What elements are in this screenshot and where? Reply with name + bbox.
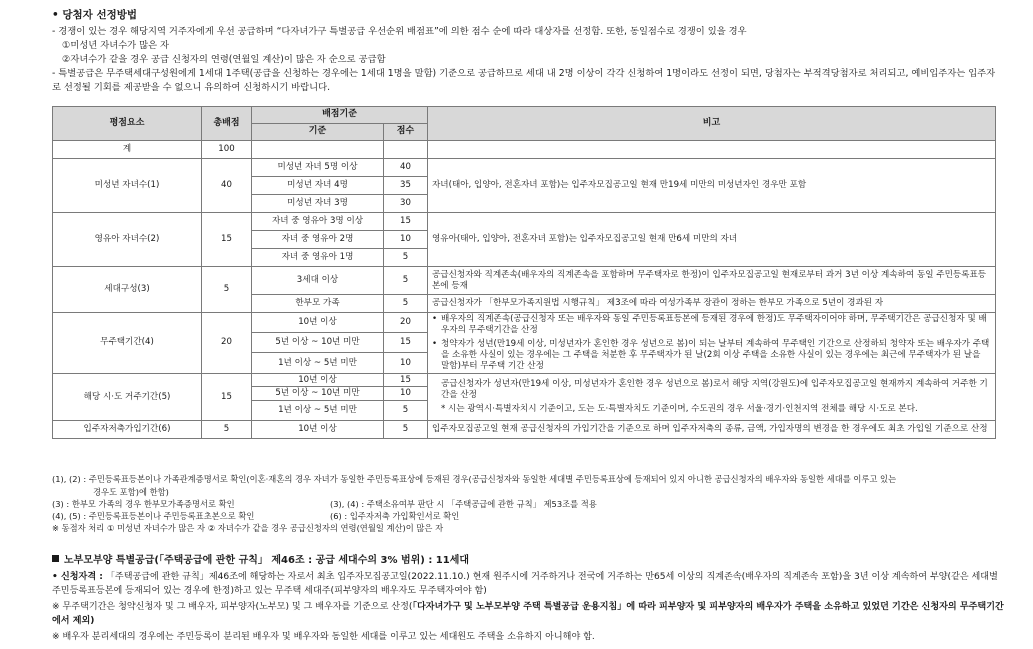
basis-cell: 미성년 자녀 4명 xyxy=(252,177,384,195)
homeless-remark-1: • 배우자의 직계존속(공급신청자 또는 배우자와 동일 주민등록표등본에 등재된 경우에 한정)도 무주택자이어야 하며, 무주택기간은 공급신청자 및 배우자의 무주택기간을 산정 xyxy=(432,314,991,335)
infants-remark: 영유아(태아, 입양아, 전혼자녀 포함)는 입주자모집공고일 현재 만6세 미만의 자녀 xyxy=(428,213,996,267)
homeless-label: 무주택기간(4) xyxy=(53,313,202,374)
footnote-3: (3) : 한부모 가족의 경우 한부모가족증명서로 확인 xyxy=(52,499,235,509)
household-total: 5 xyxy=(202,267,252,313)
residence-total: 15 xyxy=(202,373,252,420)
basis-cell: 미성년 자녀 5명 이상 xyxy=(252,159,384,177)
header-total: 총배점 xyxy=(202,107,252,141)
section2-title-text: 노부모부양 특별공급(「주택공급에 관한 규칙」 제46조 : 공급 세대수의 3% 범위) : 11세대 xyxy=(64,555,470,566)
table-row xyxy=(53,421,996,439)
household-remark-single-parent: 공급신청자가 「한부모가족지원법 시행규칙」 제3조에 따라 여성가족부 장관이 정하는 한부모 가족으로 5년이 경과된 자 xyxy=(428,295,996,313)
basis-cell: 자녀 중 영유아 3명 이상 xyxy=(252,213,384,231)
qualification-text: 「주택공급에 관한 규칙」제46조에 해당하는 자로서 최초 입주자모집공고일(2022.11.10.) 현재 원주시에 거주하거나 전국에 거주하는 만65세 이상의 직계존속(배우자의 직계존속 포함)을 3년 이상 계속하여 부양(같은 세대별 주민등록표등본에 등재되어 있는 경우에 한정)하고 있는 무주택 세대주(피부양자의 배우자도 무주택자여야 함) xyxy=(52,572,998,596)
basis-cell: 10년 이상 xyxy=(252,373,384,387)
table-row-total xyxy=(53,141,996,159)
residence-remark xyxy=(428,373,996,420)
basis-cell: 5년 이상 ~ 10년 미만 xyxy=(252,387,384,401)
footnote-1-2-line1: (1), (2) : 주민등록표등본이나 가족관계증명서로 확인(이혼·재혼의 경우 자녀가 동일한 주민등록표상에 등재된 경우(공급신청자와 동일한 세대별 주민등록표상에 등재되어 있지 아니한 공급신청자의 배우자와 동일한 세대를 이루고 있는 xyxy=(52,474,897,484)
score-cell: 10 xyxy=(384,353,428,373)
table-row xyxy=(53,213,996,231)
basis-cell: 미성년 자녀 3명 xyxy=(252,195,384,213)
header-score: 점수 xyxy=(384,124,428,141)
household-label: 세대구성(3) xyxy=(53,267,202,313)
tiebreak-criteria-2: ②자녀수가 같을 경우 공급 신청자의 연령(연월일 계산)이 많은 자 순으로 공급함 xyxy=(62,54,386,65)
qualification-label: • 신청자격 : xyxy=(52,572,103,582)
note1-pre: ※ 무주택기간은 청약신청자 및 그 배우자, 피부양자(노부모) 및 그 배우자를 기준으로 산정( xyxy=(52,602,413,612)
intro-competition: - 경쟁이 있는 경우 해당지역 거주자에게 우선 공급하며 “다자녀가구 특별공급 우선순위 배점표”에 의한 점수 순에 따라 대상자를 선정함. 또한, 동일점수로 경쟁이 있을 경우 xyxy=(52,26,747,37)
priority-score-table xyxy=(52,106,996,439)
score-cell: 20 xyxy=(384,313,428,333)
score-cell: 5 xyxy=(384,421,428,439)
homeless-remark-2: • 청약자가 성년(만19세 이상, 미성년자가 혼인한 경우 성년으로 봄)이 되는 날부터 계속하여 무주택인 기간으로 산정하되 청약자 또는 배우자가 주택을 소유한 사실이 있는 경우에는 그 주택을 처분한 후 무주택자가 된 날(2회 이상 주택을 소유한 사실이 있는 경우에는 최근에 무주택자가 된 날을 말함)부터 무주택 기간 산정 xyxy=(432,339,991,371)
score-cell: 5 xyxy=(384,249,428,267)
section-title-winner-selection: • 당첨자 선정방법 xyxy=(52,9,138,21)
separate-household-note: ※ 배우자 분리세대의 경우에는 주민등록이 분리된 배우자 및 배우자와 동일한 세대를 이루고 있는 세대원도 주택을 소유하지 아니해야 함. xyxy=(52,632,595,642)
footnote-4-5: (4), (5) : 주민등록표등본이나 주민등록표초본으로 확인 xyxy=(52,511,255,521)
total-score: 100 xyxy=(202,141,252,159)
score-cell: 35 xyxy=(384,177,428,195)
homeless-total: 20 xyxy=(202,313,252,374)
infants-label: 영유아 자녀수(2) xyxy=(53,213,202,267)
header-criteria-group: 배점기준 xyxy=(252,107,428,124)
score-cell: 40 xyxy=(384,159,428,177)
infants-total: 15 xyxy=(202,213,252,267)
homeless-remark xyxy=(428,313,996,374)
intro-one-household: - 특별공급은 무주택세대구성원에게 1세대 1주택(공급을 신청하는 경우에는 1세대 1명을 말함) 기준으로 공급하므로 세대 내 2명 이상이 각각 신청하여 1명이라도 선정이 되면, 당첨자는 부적격당첨자로 처리되고, 예비입주자는 입주자로 선정될 기회를 제공받을 수 없으니 유의하여 신청하시기 바랍니다. xyxy=(52,68,996,93)
minor-children-total: 40 xyxy=(202,159,252,213)
basis-cell: 한부모 가족 xyxy=(252,295,384,313)
homeless-period-note xyxy=(52,601,1007,628)
table-row xyxy=(53,373,996,387)
section-title-elderly-parent xyxy=(52,555,469,568)
basis-cell: 자녀 중 영유아 2명 xyxy=(252,231,384,249)
minor-children-label: 미성년 자녀수(1) xyxy=(53,159,202,213)
note1-bold: 「다자녀가구 및 노부모부양 주택 특별공급 운용지침」에 따라 피부양자 및 피부양자의 배우자가 주택을 소유하고 있었던 기간은 신청자의 무주택기간에서 제외) xyxy=(52,602,1004,626)
score-cell: 5 xyxy=(384,267,428,295)
header-item: 평점요소 xyxy=(53,107,202,141)
basis-cell: 1년 이상 ~ 5년 미만 xyxy=(252,353,384,373)
basis-cell: 5년 이상 ~ 10년 미만 xyxy=(252,333,384,353)
minor-children-remark: 자녀(태아, 입양아, 전혼자녀 포함)는 입주자모집공고일 현재 만19세 미만의 미성년자인 경우만 포함 xyxy=(428,159,996,213)
footnote-tiebreak: ※ 동점자 처리 ① 미성년 자녀수가 많은 자 ② 자녀수가 같을 경우 공급신청자의 연령(연월일 계산)이 많은 자 xyxy=(52,523,444,533)
subscription-remark: 입주자모집공고일 현재 공급신청자의 가입기간을 기준으로 하며 입주자저축의 종류, 금액, 가입자명의 변경을 한 경우에도 최초 가입일 기준으로 산정 xyxy=(428,421,996,439)
basis-cell: 1년 이상 ~ 5년 미만 xyxy=(252,401,384,421)
residence-remark-1: 공급신청자가 성년자(만19세 이상, 미성년자가 혼인한 경우 성년으로 봄)로서 해당 지역(강원도)에 입주자모집공고일 현재까지 계속하여 거주한 기간을 산정 xyxy=(441,379,988,401)
score-cell: 10 xyxy=(384,231,428,249)
black-square-bullet-icon xyxy=(52,555,59,562)
footnote-3-4: (3), (4) : 주택소유여부 판단 시 「주택공급에 관한 규칙」 제53조를 적용 xyxy=(330,499,597,509)
basis-cell: 10년 이상 xyxy=(252,421,384,439)
table-row xyxy=(53,313,996,333)
basis-cell: 10년 이상 xyxy=(252,313,384,333)
score-cell: 15 xyxy=(384,333,428,353)
score-cell: 15 xyxy=(384,373,428,387)
header-remarks: 비고 xyxy=(428,107,996,141)
score-cell: 15 xyxy=(384,213,428,231)
qualification-paragraph xyxy=(52,571,1007,598)
basis-cell: 자녀 중 영유아 1명 xyxy=(252,249,384,267)
table-row xyxy=(53,267,996,295)
footnote-6: (6) : 입주자저축 가입확인서로 확인 xyxy=(330,511,460,521)
residence-label: 해당 시·도 거주기간(5) xyxy=(53,373,202,420)
score-cell: 5 xyxy=(384,295,428,313)
header-basis: 기준 xyxy=(252,124,384,141)
household-remark-3gen: 공급신청자와 직계존속(배우자의 직계존속을 포함하며 무주택자로 한정)이 입주자모집공고일 현재로부터 과거 3년 이상 계속하여 동일 주민등록표등본에 등재 xyxy=(428,267,996,295)
total-label: 계 xyxy=(53,141,202,159)
tiebreak-criteria-1: ①미성년 자녀수가 많은 자 xyxy=(62,40,170,51)
subscription-total: 5 xyxy=(202,421,252,439)
table-row xyxy=(53,159,996,177)
residence-remark-2: * 시는 광역시·특별자치시 기준이고, 도는 도·특별자치도 기준이며, 수도권의 경우 서울·경기·인천지역 전체를 해당 시·도로 본다. xyxy=(441,403,918,414)
score-cell: 10 xyxy=(384,387,428,401)
score-cell: 5 xyxy=(384,401,428,421)
basis-cell: 3세대 이상 xyxy=(252,267,384,295)
subscription-label: 입주자저축가입기간(6) xyxy=(53,421,202,439)
footnote-1-2-line2: 경우도 포함)에 한함) xyxy=(93,487,169,497)
score-cell: 30 xyxy=(384,195,428,213)
